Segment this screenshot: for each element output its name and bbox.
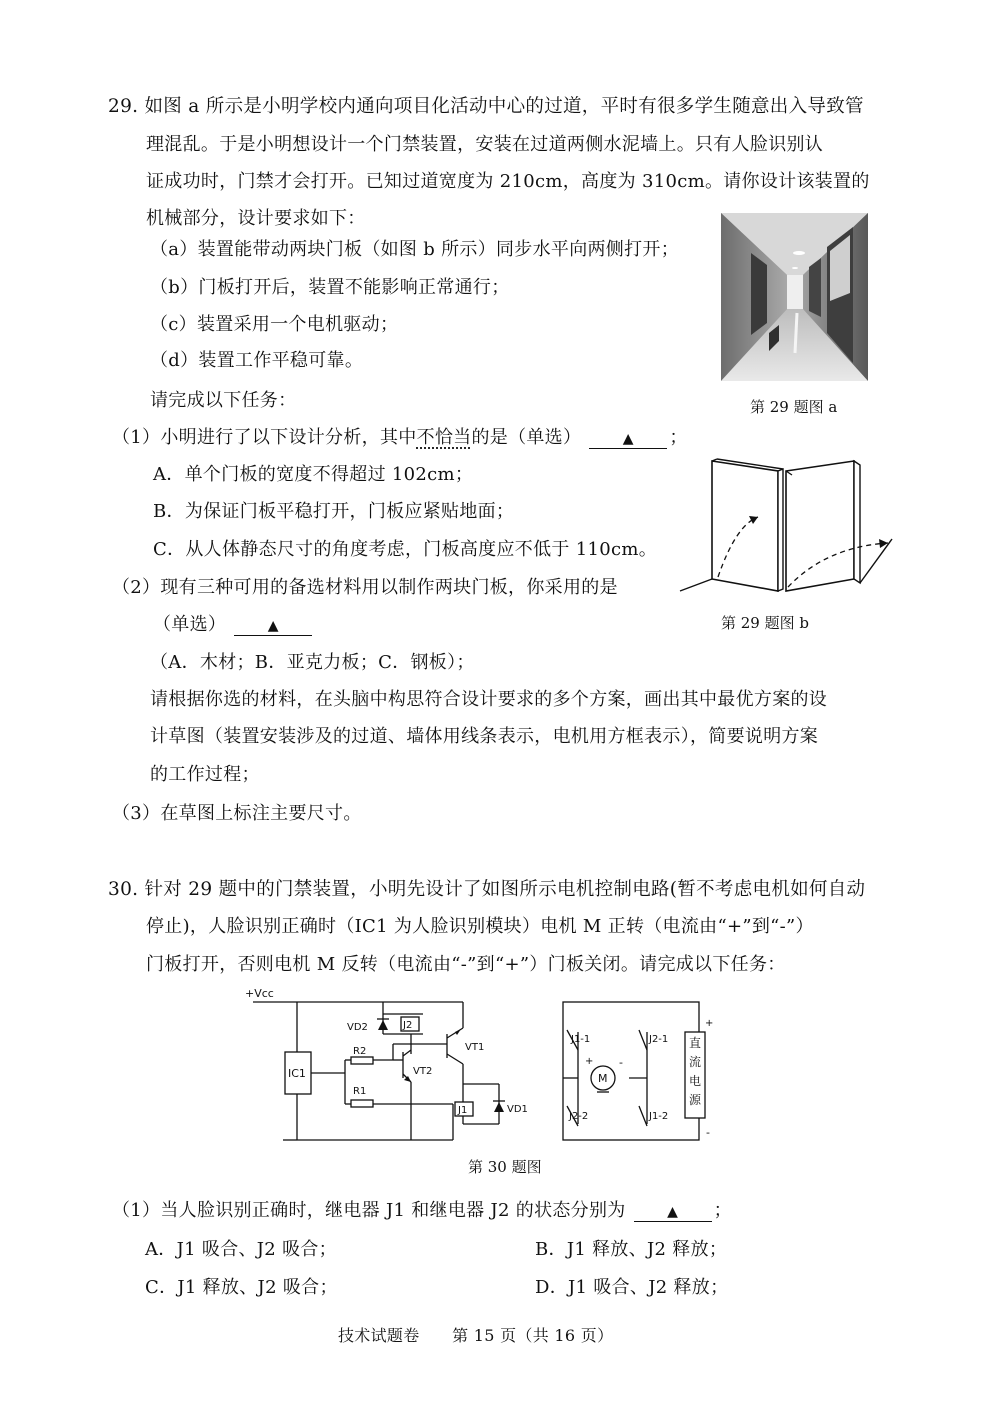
power-source-label: 直流电源 (688, 1036, 701, 1107)
power-minus-label: - (706, 1126, 710, 1139)
q29-opt-c: C．从人体静态尺寸的角度考虑，门板高度应不低于 110cm。 (153, 539, 657, 560)
q30-line2: 停止)，人脸识别正确时（IC1 为人脸识别模块）电机 M 正转（电流由“+”到“-”） (146, 916, 814, 937)
q29-sub2-line3: （A．木材；B．亚克力板；C．钢板）； (150, 652, 475, 673)
vcc-label: +Vcc (245, 987, 274, 1000)
page-footer: 技术试题卷 第 15 页（共 16 页） (338, 1326, 614, 1345)
q29-sub1: （1）小明进行了以下设计分析，其中不恰当的是（单选） ▲ ； (112, 427, 688, 448)
motor-label: M (598, 1072, 608, 1085)
q30-sub1: （1）当人脸识别正确时，继电器 J1 和继电器 J2 的状态分别为 ▲ ； (112, 1200, 732, 1221)
q29-line2: 理混乱。于是小明想设计一个门禁装置，安装在过道两侧水泥墙上。只有人脸识别认 (146, 134, 824, 155)
q30-opt-d: D．J1 吸合、J2 释放； (535, 1277, 729, 1298)
j2-2-label: J2-2 (569, 1111, 589, 1122)
q30-line1: 30. 针对 29 题中的门禁装置，小明先设计了如图所示电机控制电路(暂不考虑电机如何自动 (108, 879, 866, 900)
figure-b-caption: 第 29 题图 b (721, 614, 809, 632)
j1-1-label: J1-1 (571, 1034, 591, 1045)
answer-blank[interactable]: ▲ (634, 1203, 712, 1222)
j2-label: J2 (403, 1020, 413, 1031)
figure-a-caption: 第 29 题图 a (750, 398, 838, 416)
q29-line4: 机械部分，设计要求如下： (146, 208, 366, 229)
q30-opt-c: C．J1 释放、J2 吸合； (145, 1277, 338, 1298)
q29-sub2-line1: （2）现有三种可用的备选材料用以制作两块门板，你采用的是 (112, 577, 618, 598)
r2-label: R2 (353, 1046, 367, 1057)
q29-sub2-line2: （单选） ▲ (153, 614, 314, 636)
q29-req-c: （c）装置采用一个电机驱动； (150, 314, 399, 335)
vd1-label: VD1 (507, 1104, 528, 1115)
j1-label: J1 (458, 1105, 468, 1116)
j1-2-label: J1-2 (649, 1111, 669, 1122)
q29-sub2-line4: 请根据你选的材料，在头脑中构思符合设计要求的多个方案，画出其中最优方案的设 (150, 689, 828, 710)
q29-task-intro: 请完成以下任务： (150, 390, 297, 411)
q30-opt-b: B．J1 释放、J2 释放； (535, 1239, 728, 1260)
q29-line3: 证成功时，门禁才会打开。已知过道宽度为 210cm，高度为 310cm。请你设计该装置的 (146, 171, 870, 192)
motor-minus-label: - (619, 1056, 623, 1069)
answer-blank[interactable]: ▲ (589, 430, 667, 449)
door-panels-figure (676, 455, 898, 605)
j2-1-label: J2-1 (649, 1034, 669, 1045)
q29-req-b: （b）门板打开后，装置不能影响正常通行； (150, 277, 510, 298)
power-plus-label: + (705, 1018, 714, 1029)
r1-label: R1 (353, 1086, 367, 1097)
q29-req-d: （d）装置工作平稳可靠。 (150, 350, 364, 371)
ic1-label: IC1 (288, 1067, 306, 1080)
vd2-label: VD2 (347, 1022, 368, 1033)
q29-opt-a: A．单个门板的宽度不得超过 102cm； (153, 464, 474, 485)
vt1-label: VT1 (465, 1042, 485, 1053)
right-door-panel (786, 461, 860, 591)
q29-req-a: （a）装置能带动两块门板（如图 b 所示）同步水平向两侧打开； (150, 239, 679, 260)
motor-plus-label: + (585, 1056, 594, 1067)
q29-sub2-line5: 计草图（装置安装涉及的过道、墙体用线条表示，电机用方框表示），简要说明方案 (150, 726, 819, 747)
circuit-diagram (243, 986, 723, 1144)
q29-opt-b: B．为保证门板平稳打开，门板应紧贴地面； (153, 501, 515, 522)
q29-sub2-line6: 的工作过程； (150, 764, 260, 785)
q30-opt-a: A．J1 吸合、J2 吸合； (145, 1239, 337, 1260)
q29-sub3: （3）在草图上标注主要尺寸。 (112, 803, 362, 824)
figure-30-caption: 第 30 题图 (468, 1158, 542, 1176)
q29-line1: 29. 如图 a 所示是小明学校内通向项目化活动中心的过道，平时有很多学生随意出入导致管 (108, 96, 864, 117)
q30-line3: 门板打开，否则电机 M 反转（电流由“-”到“+”）门板关闭。请完成以下任务： (146, 954, 786, 975)
vt2-label: VT2 (413, 1066, 433, 1077)
left-door-panel (712, 459, 783, 591)
corridor-photo (721, 213, 868, 381)
answer-blank[interactable]: ▲ (234, 617, 312, 636)
emphasis-text: 不恰当 (416, 427, 472, 448)
